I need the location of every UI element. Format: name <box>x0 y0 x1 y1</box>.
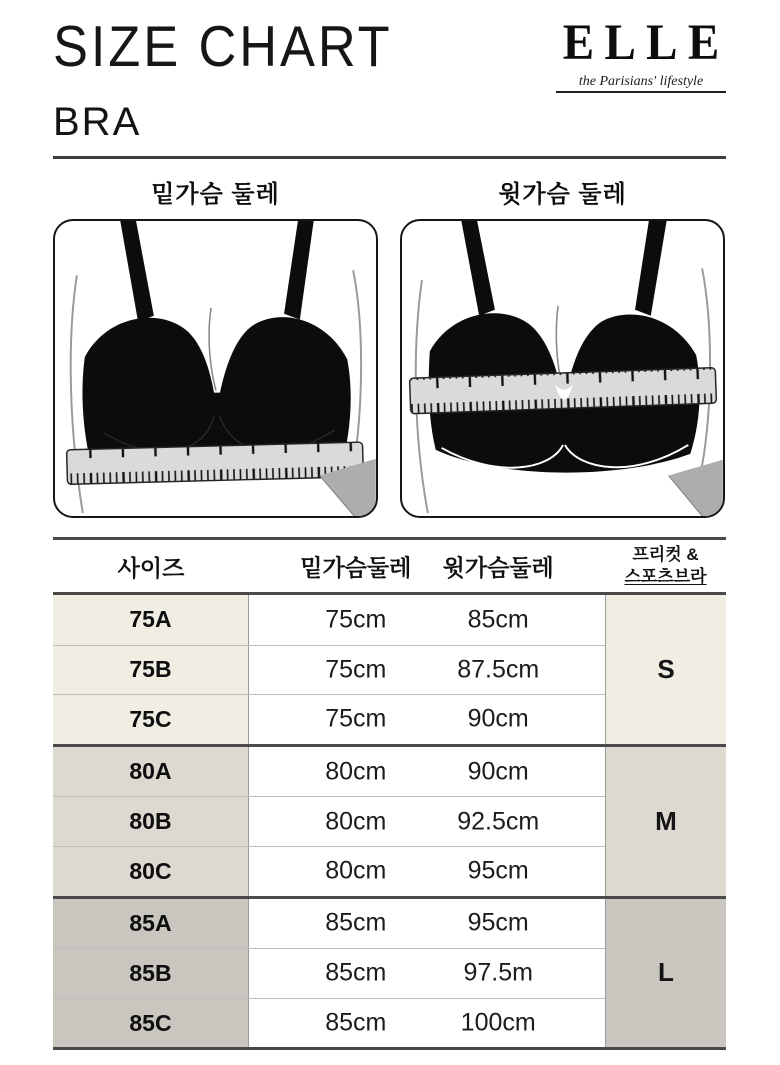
overbust-value: 97.5m <box>463 958 533 987</box>
header-size: 사이즈 <box>117 554 185 581</box>
size-cell: 75A <box>53 595 249 645</box>
overbust-value: 92.5cm <box>457 807 540 836</box>
overbust-value: 95cm <box>467 908 529 937</box>
category-cell: M <box>605 747 726 896</box>
measurement-cell <box>249 695 605 744</box>
measurement-cell <box>249 646 605 695</box>
underbust-value: 75cm <box>325 704 387 733</box>
size-cell: 75B <box>53 646 249 695</box>
header-category <box>605 544 726 588</box>
overbust-value: 100cm <box>460 1008 536 1037</box>
overbust-value: 95cm <box>467 856 529 885</box>
page-title: SIZE CHART <box>53 15 393 79</box>
underbust-value: 85cm <box>325 1008 387 1037</box>
size-table <box>53 537 726 1050</box>
size-cell: 85B <box>53 949 249 998</box>
size-cell: 75C <box>53 695 249 744</box>
table-row <box>53 948 605 998</box>
size-cell: 85A <box>53 899 249 949</box>
underbust-value: 75cm <box>325 605 387 634</box>
underbust-value: 85cm <box>325 958 387 987</box>
elle-logo <box>556 14 730 93</box>
size-cell: 80A <box>53 747 249 797</box>
table-row <box>53 899 605 949</box>
elle-logo-wordmark: ELLE <box>562 14 730 72</box>
table-row <box>53 846 605 896</box>
measurement-cell <box>249 847 605 896</box>
underbust-value: 85cm <box>325 908 387 937</box>
size-cell: 85C <box>53 999 249 1048</box>
section-title-bra: BRA <box>53 100 142 144</box>
measurement-cell <box>249 899 605 949</box>
header-divider <box>53 156 726 159</box>
overbust-value: 87.5cm <box>457 655 540 684</box>
table-row <box>53 694 605 744</box>
measurement-cell <box>249 999 605 1048</box>
header-measurements <box>249 540 605 592</box>
header-category-line1: 프리컷 & <box>632 544 699 564</box>
underbust-illustration <box>53 219 378 518</box>
header-underbust: 밑가슴둘레 <box>300 554 412 581</box>
header-category-line2: 스포츠브라 <box>624 567 707 586</box>
bra-overbust-tape-icon <box>402 221 723 516</box>
overbust-value: 90cm <box>467 757 529 786</box>
overbust-illustration <box>400 219 725 518</box>
table-row <box>53 747 605 797</box>
overbust-value: 90cm <box>467 704 529 733</box>
overbust-value: 85cm <box>467 605 529 634</box>
measurement-cell <box>249 595 605 645</box>
category-cell: S <box>605 595 726 744</box>
table-header-row <box>53 537 726 595</box>
underbust-value: 75cm <box>325 655 387 684</box>
measurement-cell <box>249 797 605 846</box>
underbust-value: 80cm <box>325 807 387 836</box>
measurement-cell <box>249 949 605 998</box>
underbust-value: 80cm <box>325 757 387 786</box>
size-group-85 <box>53 896 726 1048</box>
size-cell: 80B <box>53 797 249 846</box>
overbust-illustration-label: 윗가슴 둘레 <box>498 181 627 208</box>
table-row <box>53 645 605 695</box>
measurement-cell <box>249 747 605 797</box>
table-row <box>53 998 605 1048</box>
bra-underbust-tape-icon <box>55 221 376 516</box>
size-group-75 <box>53 595 726 744</box>
underbust-value: 80cm <box>325 856 387 885</box>
size-cell: 80C <box>53 847 249 896</box>
underbust-illustration-label: 밑가슴 둘레 <box>151 181 280 208</box>
table-row <box>53 595 605 645</box>
table-row <box>53 796 605 846</box>
category-cell: L <box>605 899 726 1048</box>
elle-logo-tagline: the Parisians' lifestyle <box>556 74 726 93</box>
size-group-80 <box>53 744 726 896</box>
header-overbust: 윗가슴둘레 <box>442 554 554 581</box>
